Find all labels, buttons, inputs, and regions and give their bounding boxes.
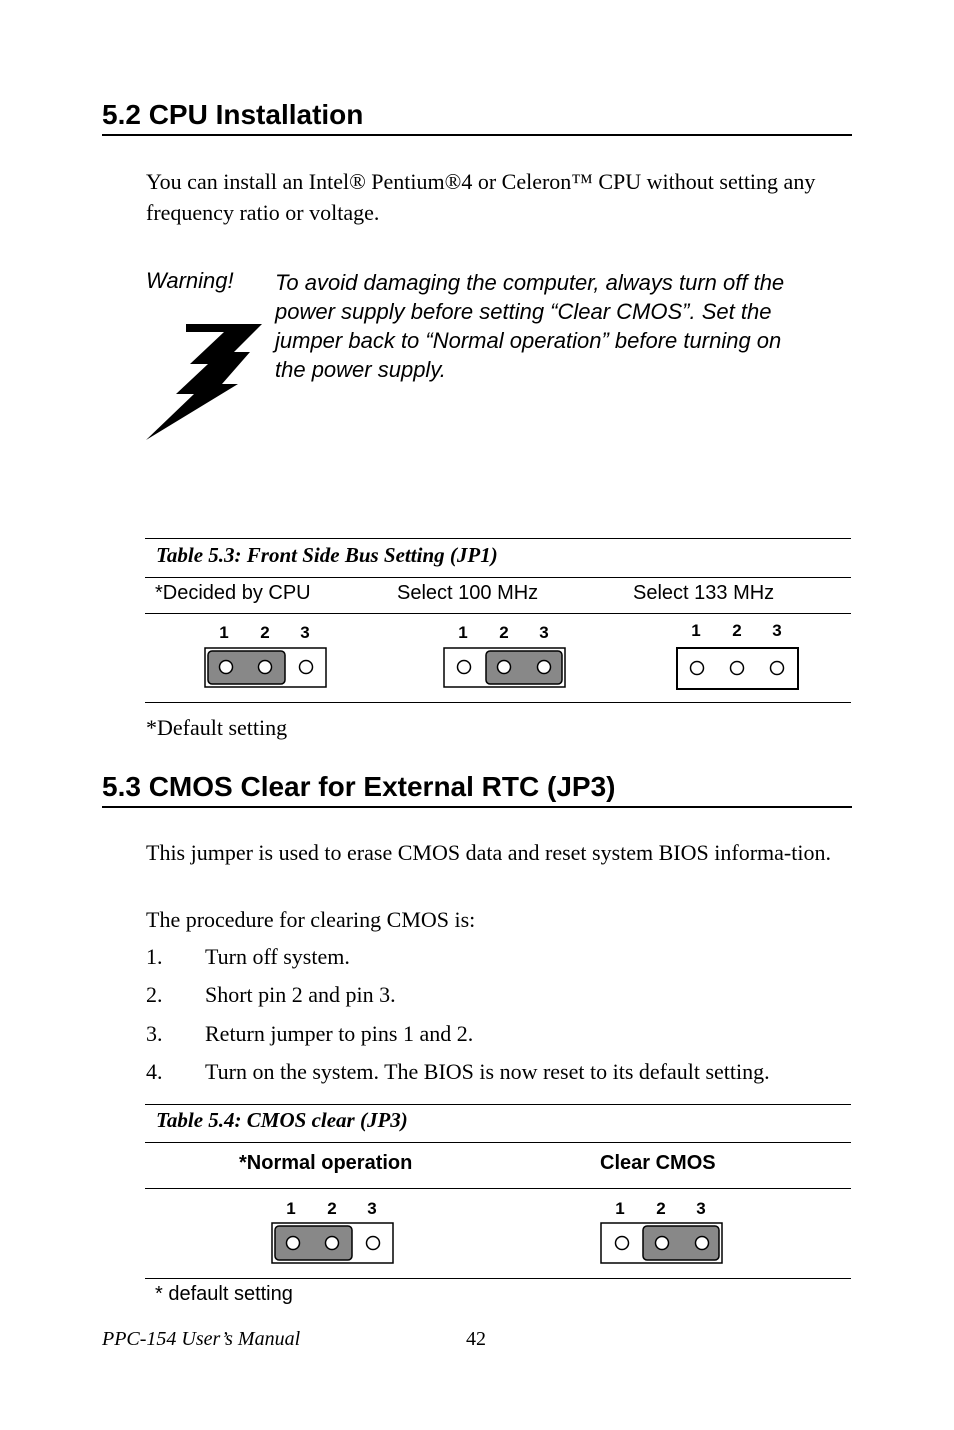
- table-top-rule: [145, 538, 851, 539]
- warning-label: Warning!: [146, 268, 234, 293]
- table-caption: Table 5.3: Front Side Bus Setting (JP1): [156, 543, 498, 567]
- pin-label: 3: [300, 623, 310, 642]
- step-text: Return jumper to pins 1 and 2.: [205, 1021, 474, 1046]
- default-setting-note: * default setting: [155, 1283, 293, 1305]
- pin-label: 3: [367, 1199, 377, 1218]
- step-text: Short pin 2 and pin 3.: [205, 982, 396, 1007]
- jumper-diagram-2-3: [443, 620, 567, 690]
- step-number: 3.: [146, 1021, 163, 1046]
- jumper-diagram-open: [676, 618, 800, 692]
- pin-label: 3: [539, 623, 549, 642]
- pin-label: 3: [772, 621, 782, 640]
- jumper-diagram-1-2: [204, 620, 328, 690]
- pin-label: 2: [499, 623, 509, 642]
- table-rule: [145, 577, 851, 578]
- table-rule: [145, 1188, 851, 1189]
- section-heading-cpu-installation: 5.2 CPU Installation: [102, 98, 852, 136]
- pin-label: 1: [615, 1199, 625, 1218]
- footer-manual-title: PPC-154 User’s Manual: [102, 1328, 301, 1350]
- table-rule: [145, 1142, 851, 1143]
- pin-label: 2: [260, 623, 270, 642]
- footer-page-number: 42: [466, 1328, 486, 1350]
- step-number: 2.: [146, 982, 163, 1007]
- pin-label: 2: [656, 1199, 666, 1218]
- column-header-select-133: Select 133 MHz: [633, 582, 775, 604]
- default-setting-note: *Default setting: [146, 715, 288, 740]
- column-header-normal-operation: *Normal operation: [239, 1152, 413, 1174]
- cpu-install-paragraph: You can install an Intel® Pentium®4 or Celeron™ CPU without setting any frequency ratio or voltage.: [146, 169, 816, 225]
- warning-text: To avoid damaging the computer, always turn off the power supply before setting “Clear CMOS”. Set the jumper back to “Normal operation” before turning on the power supply.: [275, 270, 785, 382]
- table-rule: [145, 613, 851, 614]
- section-heading-cmos-clear: 5.3 CMOS Clear for External RTC (JP3): [102, 770, 852, 808]
- table-bottom-rule: [145, 702, 851, 703]
- pin-label: 1: [691, 621, 701, 640]
- step-number: 4.: [146, 1059, 163, 1084]
- table-caption: Table 5.4: CMOS clear (JP3): [156, 1108, 408, 1132]
- cmos-procedure-intro: The procedure for clearing CMOS is:: [146, 907, 476, 932]
- step-text: Turn on the system. The BIOS is now reset to its default setting.: [205, 1059, 770, 1084]
- pin-label: 1: [219, 623, 229, 642]
- step-text: Turn off system.: [205, 944, 350, 969]
- cmos-paragraph: This jumper is used to erase CMOS data and reset system BIOS informa-tion.: [146, 840, 831, 865]
- jumper-diagram-1-2: [271, 1196, 395, 1266]
- pin-label: 3: [696, 1199, 706, 1218]
- pin-label: 2: [732, 621, 742, 640]
- jumper-diagram-2-3: [600, 1196, 724, 1266]
- table-bottom-rule: [145, 1278, 851, 1279]
- column-header-clear-cmos: Clear CMOS: [600, 1152, 716, 1174]
- column-header-select-100: Select 100 MHz: [397, 582, 539, 604]
- pin-label: 2: [327, 1199, 337, 1218]
- lightning-bolt-icon: [146, 322, 264, 442]
- pin-label: 1: [458, 623, 468, 642]
- pin-label: 1: [286, 1199, 296, 1218]
- table-top-rule: [145, 1104, 851, 1105]
- step-number: 1.: [146, 944, 163, 969]
- column-header-decided-by-cpu: *Decided by CPU: [155, 582, 311, 604]
